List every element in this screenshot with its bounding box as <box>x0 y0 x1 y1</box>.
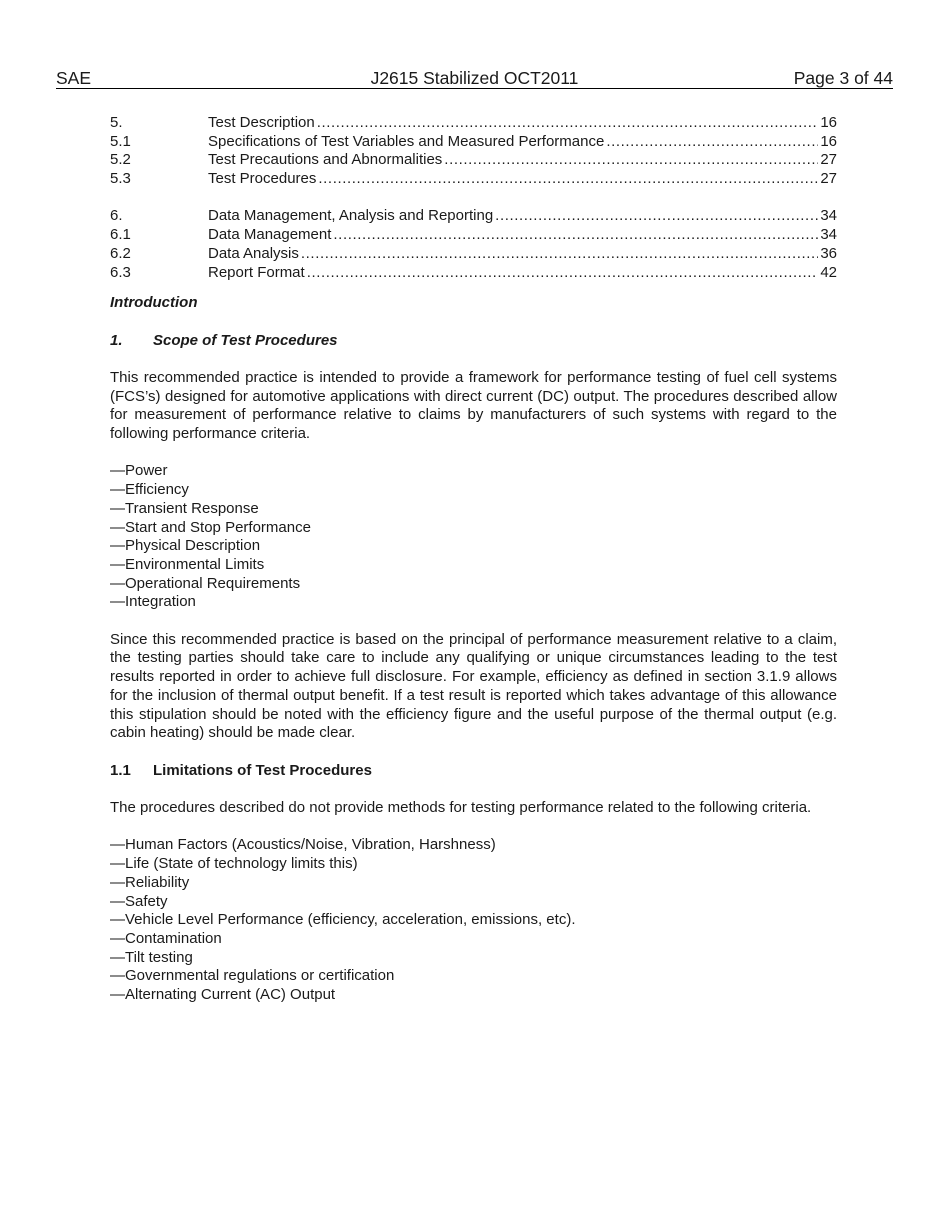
scope-heading <box>110 332 837 351</box>
toc-leader <box>444 151 818 170</box>
list-item: —Integration <box>110 593 196 611</box>
toc-leader <box>318 170 818 189</box>
list-item: —Operational Requirements <box>110 574 301 592</box>
header-doc-id: J2615 Stabilized OCT2011 <box>370 68 579 88</box>
toc-number: 6. <box>110 207 123 225</box>
limitations-title: Limitations of Test Procedures <box>153 761 372 779</box>
list-item: —Efficiency <box>110 481 189 499</box>
page-header <box>56 68 893 89</box>
toc-title: Data Management, Analysis and Reporting <box>208 207 494 225</box>
toc-title: Test Description <box>208 114 315 131</box>
toc-page: 34 <box>820 226 837 244</box>
toc-page: 16 <box>820 132 837 150</box>
header-page-number: Page 3 of 44 <box>793 68 893 88</box>
introduction-heading: Introduction <box>110 294 198 312</box>
toc-title: Specifications of Test Variables and Measured Performance <box>208 132 605 150</box>
toc-page: 34 <box>820 207 837 225</box>
toc-page: 36 <box>820 244 837 262</box>
list-item: —Physical Description <box>110 537 261 555</box>
list-item: —Environmental Limits <box>110 555 265 573</box>
toc-number: 6.1 <box>110 226 131 244</box>
toc-row <box>110 207 837 226</box>
toc-row <box>110 151 837 170</box>
scope-number: 1. <box>110 331 123 349</box>
list-item: —Vehicle Level Performance (efficiency, acceleration, emissions, etc). <box>110 911 576 929</box>
toc-title: Data Analysis <box>208 244 299 262</box>
limitations-paragraph: The procedures described do not provide methods for testing performance related to the following criteria. <box>110 799 812 817</box>
scope-title: Scope of Test Procedures <box>153 331 338 349</box>
toc-number: 6.2 <box>110 244 131 262</box>
toc-page: 27 <box>820 151 837 169</box>
toc-leader <box>333 226 818 245</box>
limitations-heading <box>110 762 837 781</box>
performance-criteria-list <box>110 462 837 612</box>
limitations-number: 1.1 <box>110 761 131 779</box>
toc-title: Report Format <box>208 263 305 281</box>
toc-page: 27 <box>820 170 837 188</box>
list-item: —Human Factors (Acoustics/Noise, Vibration, Harshness) <box>110 836 496 854</box>
toc-number: 5.1 <box>110 132 131 150</box>
list-item: —Transient Response <box>110 499 259 517</box>
document-body <box>110 114 837 1005</box>
toc-number: 6.3 <box>110 263 131 281</box>
toc-leader <box>495 207 818 226</box>
list-item: —Tilt testing <box>110 948 193 966</box>
list-item: —Power <box>110 462 168 480</box>
toc-page: 42 <box>820 263 837 281</box>
toc-row <box>110 170 837 189</box>
toc-section-5 <box>110 114 837 189</box>
toc-title: Test Precautions and Abnormalities <box>208 151 443 169</box>
list-item: —Start and Stop Performance <box>110 518 311 536</box>
list-item: —Alternating Current (AC) Output <box>110 986 336 1004</box>
toc-leader <box>606 133 818 152</box>
toc-number: 5. <box>110 114 123 131</box>
toc-page: 16 <box>820 114 837 131</box>
toc-row <box>110 114 837 133</box>
list-item: —Governmental regulations or certification <box>110 967 395 985</box>
list-item: —Reliability <box>110 873 190 891</box>
list-item: —Safety <box>110 892 168 910</box>
header-org: SAE <box>56 68 92 88</box>
toc-section-6 <box>110 207 837 282</box>
toc-leader <box>301 245 818 264</box>
toc-number: 5.2 <box>110 151 131 169</box>
toc-row <box>110 226 837 245</box>
claim-paragraph: Since this recommended practice is based on the principal of performance measurement relative to a claim, the testing parties should take care to include any qualifying or unique circumstances leading to the test results reported in order to achieve full disclosure. For example, efficiency as defined in section 3.1.9 allows for the inclusion of thermal output benefit. If a test result is reported which takes advantage of this allowance this stipulation should be noted with the efficiency figure and the useful purpose of the thermal output (e.g. cabin heating) should be made clear. <box>110 630 837 742</box>
limitations-list <box>110 836 837 1004</box>
toc-leader <box>307 264 819 283</box>
toc-row <box>110 245 837 264</box>
toc-leader <box>317 114 819 133</box>
toc-number: 5.3 <box>110 170 131 188</box>
scope-paragraph: This recommended practice is intended to provide a framework for performance testing of fuel cell systems (FCS’s) designed for automotive applications with direct current (DC) output. The procedures described allow for measurement of performance relative to claims by manufacturers of such systems with regard to the following performance criteria. <box>110 368 837 443</box>
toc-title: Test Procedures <box>208 170 317 188</box>
toc-row <box>110 264 837 283</box>
toc-row <box>110 133 837 152</box>
list-item: —Contamination <box>110 929 222 947</box>
list-item: —Life (State of technology limits this) <box>110 855 358 873</box>
toc-title: Data Management <box>208 226 332 244</box>
